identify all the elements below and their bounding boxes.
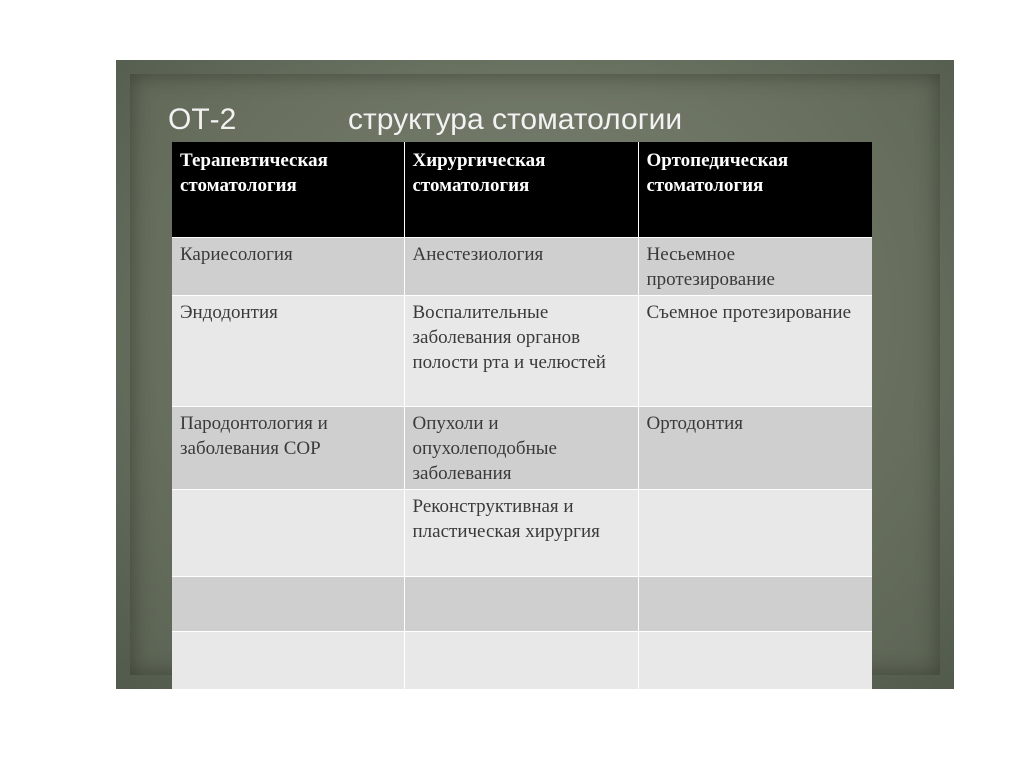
table-cell — [172, 490, 404, 577]
table-row — [172, 407, 872, 490]
structure-table — [172, 142, 872, 689]
table-cell: Воспалительные заболевания органов полости рта и челюстей — [404, 296, 638, 407]
table-cell — [404, 577, 638, 632]
table-row — [172, 577, 872, 632]
table-cell: Съемное протезирование — [638, 296, 872, 407]
table-cell: Пародонтология и заболевания СОР — [172, 407, 404, 490]
table-cell — [638, 632, 872, 690]
table-row — [172, 238, 872, 296]
table-row — [172, 490, 872, 577]
table-cell: Опухоли и опухолеподобные заболевания — [404, 407, 638, 490]
table-cell — [172, 632, 404, 690]
slide-title — [168, 100, 868, 140]
table-cell — [172, 577, 404, 632]
header-orthopedic: Ортопедическая стоматология — [638, 142, 872, 238]
table-row — [172, 632, 872, 690]
header-surgical: Хирургическая стоматология — [404, 142, 638, 238]
table-row — [172, 296, 872, 407]
table-cell — [638, 577, 872, 632]
table-cell — [404, 632, 638, 690]
table-cell: Несьемное протезирование — [638, 238, 872, 296]
table-cell: Кариесология — [172, 238, 404, 296]
slide-title-text: структура стоматологии — [348, 103, 683, 136]
table-cell: Анестезиология — [404, 238, 638, 296]
header-therapeutic: Терапевтическая стоматология — [172, 142, 404, 238]
slide-title-code: ОТ-2 — [168, 103, 237, 136]
table-cell — [638, 490, 872, 577]
table-cell: Ортодонтия — [638, 407, 872, 490]
table-cell: Эндодонтия — [172, 296, 404, 407]
table-cell: Реконструктивная и пластическая хирургия — [404, 490, 638, 577]
slide — [116, 60, 954, 689]
table-header-row — [172, 142, 872, 238]
